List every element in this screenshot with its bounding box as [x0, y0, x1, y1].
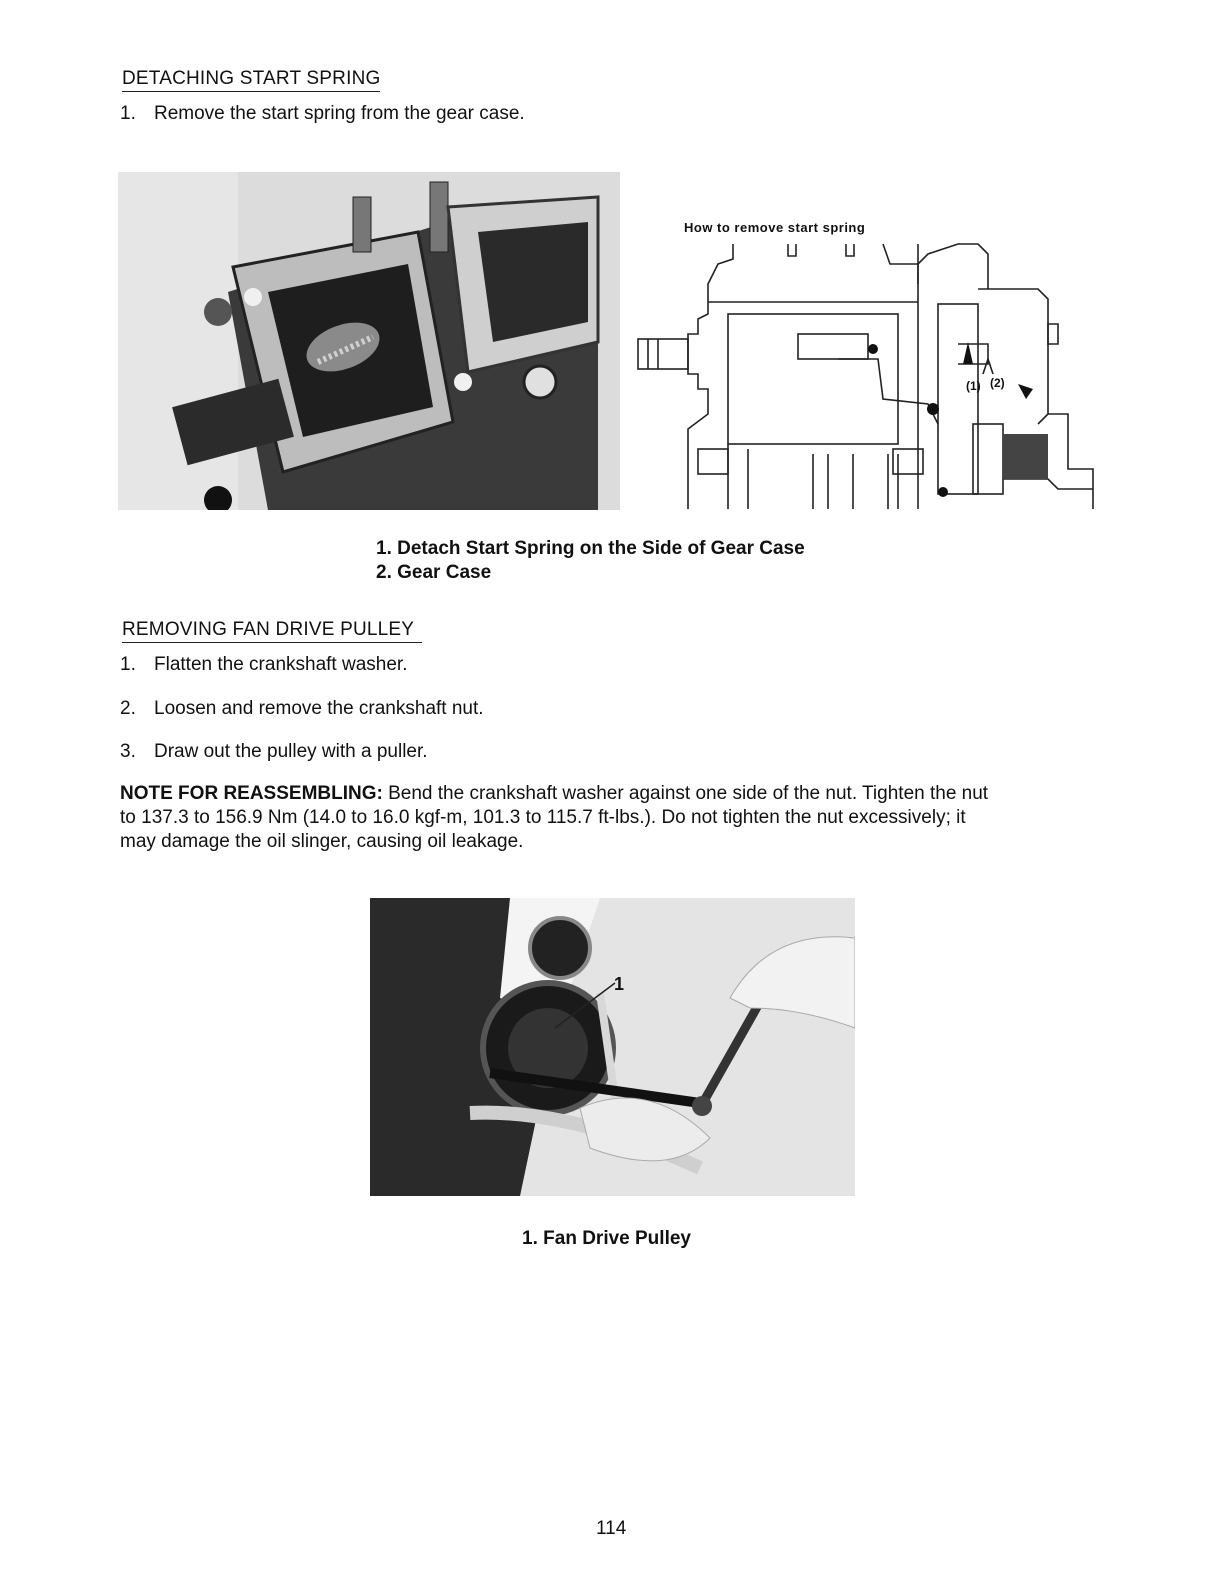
- gear-case-photo: [118, 172, 620, 510]
- step-number: 3.: [120, 741, 136, 762]
- figure-caption-fan-drive-pulley: [522, 1227, 691, 1251]
- note-text: Bend the crankshaft washer against one side of the nut. Tighten the nut to 137.3 to 156.9 Nm (14.0 to 16.0 kgf-m, 101.3 to 115.7 ft-lbs.). Do not tighten the nut excessively; it may damage the oil slinger, causing oil leakage.: [120, 783, 989, 852]
- caption-text: Fan Drive Pulley: [543, 1228, 691, 1249]
- fan-drive-pulley-photo: [370, 898, 855, 1196]
- step-remove-nut: [120, 697, 484, 721]
- caption-number: 1.: [376, 538, 392, 559]
- step-text: Remove the start spring from the gear case.: [154, 103, 525, 124]
- figure-caption-2: [376, 561, 491, 585]
- step-number: 1.: [120, 103, 136, 124]
- figure-caption-1: [376, 537, 805, 561]
- start-spring-diagram: [628, 214, 1098, 512]
- step-number: 1.: [120, 654, 136, 675]
- gear-case-photo-image: [118, 172, 620, 510]
- diagram-label-1: (1): [966, 379, 981, 393]
- caption-number: 1.: [522, 1228, 538, 1249]
- step-flatten-washer: [120, 653, 407, 677]
- gear-case-cross-section: [628, 214, 1098, 512]
- caption-number: 2.: [376, 562, 392, 583]
- step-text: Loosen and remove the crankshaft nut.: [154, 698, 484, 719]
- diagram-title: How to remove start spring: [684, 220, 866, 235]
- caption-text: Gear Case: [397, 562, 492, 583]
- section-heading-start-spring: DETACHING START SPRING: [122, 68, 380, 92]
- step-draw-pulley: [120, 740, 428, 764]
- step-text: Draw out the pulley with a puller.: [154, 741, 428, 762]
- photo-callout-1: 1: [614, 974, 625, 994]
- section-heading-fan-drive-pulley: REMOVING FAN DRIVE PULLEY: [122, 619, 422, 643]
- diagram-label-2: (2): [990, 376, 1005, 390]
- step-number: 2.: [120, 698, 136, 719]
- fan-drive-pulley-photo-image: [370, 898, 855, 1196]
- reassembly-note: [120, 782, 1000, 854]
- step-remove-start-spring: [120, 102, 525, 126]
- step-text: Flatten the crankshaft washer.: [154, 654, 408, 675]
- caption-text: Detach Start Spring on the Side of Gear Case: [397, 538, 805, 559]
- page-number: 114: [596, 1518, 627, 1539]
- note-label: NOTE FOR REASSEMBLING:: [120, 783, 383, 804]
